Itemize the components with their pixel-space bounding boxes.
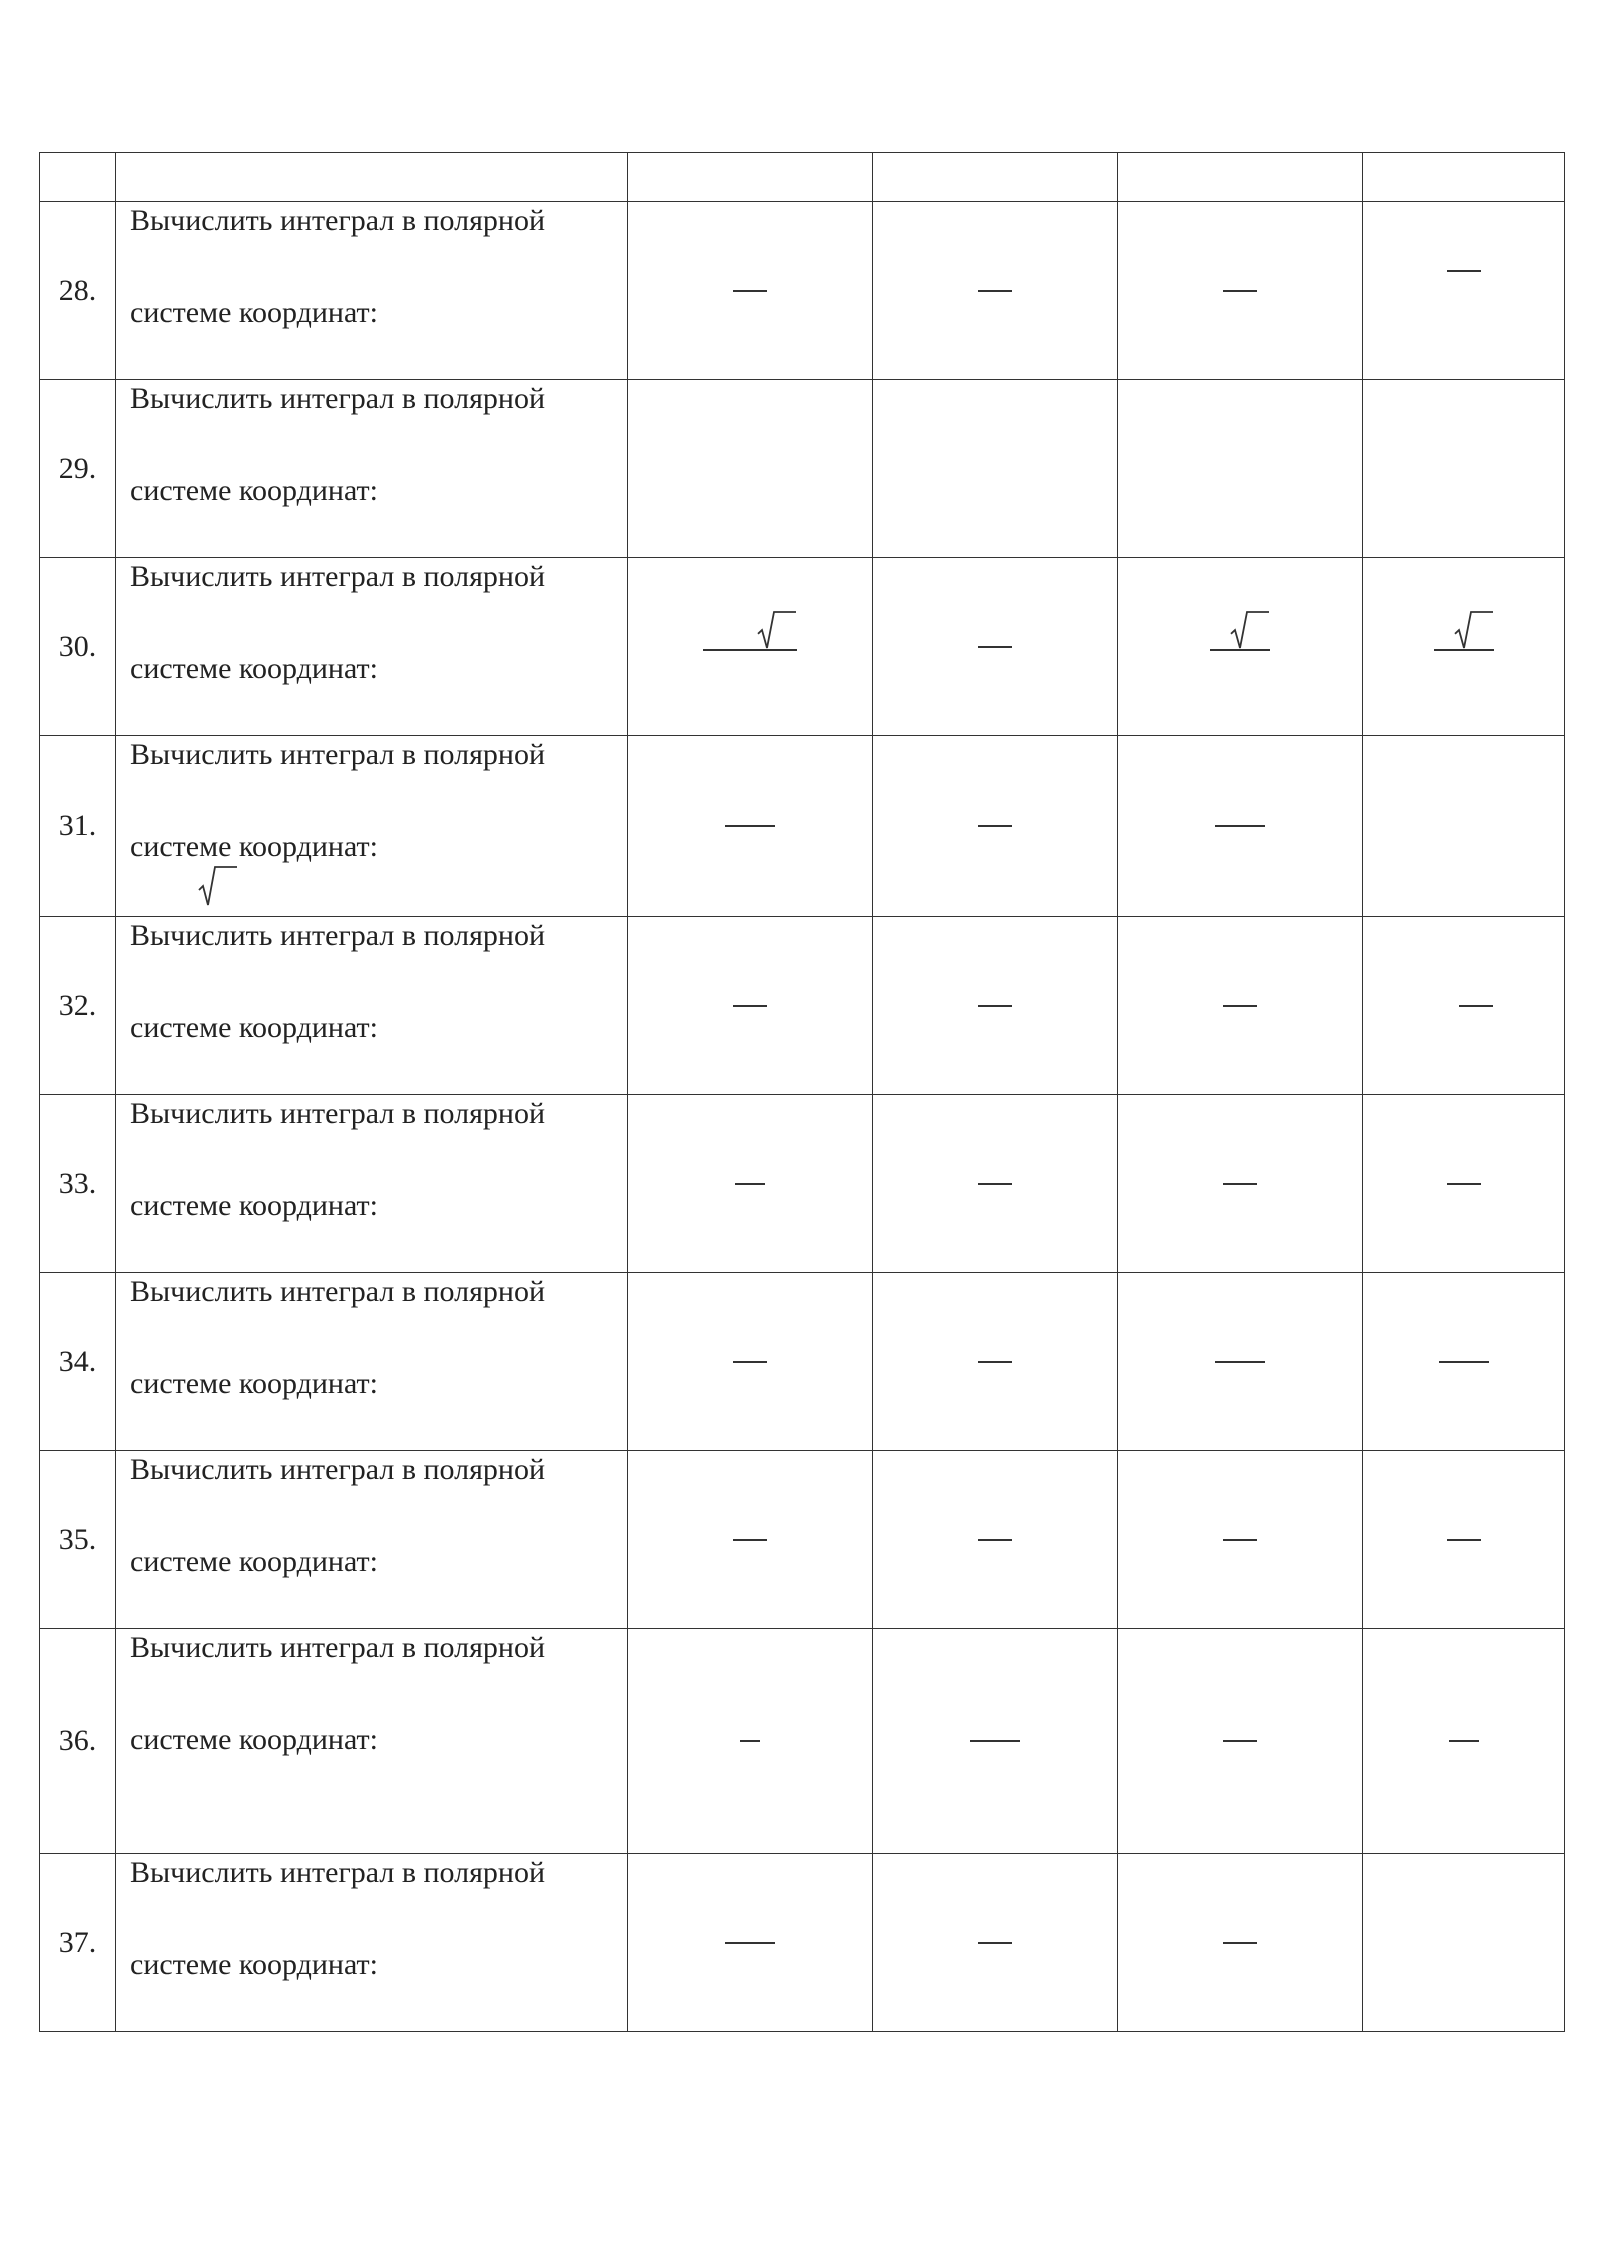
fraction-bar — [978, 290, 1012, 292]
header-cell — [628, 153, 873, 202]
fraction-bar — [1439, 1361, 1489, 1363]
task-text-line1: Вычислить интеграл в полярной — [130, 1275, 546, 1308]
answer-option — [873, 1854, 1118, 2032]
fraction-bar — [1210, 649, 1270, 651]
task-row — [40, 558, 1565, 736]
fraction-bar — [978, 1361, 1012, 1363]
answer-option — [628, 202, 873, 380]
answer-option — [628, 1629, 873, 1854]
answer-option — [873, 1095, 1118, 1273]
fraction-bar — [978, 825, 1012, 827]
task-text-line2: системе координат: — [130, 1545, 378, 1578]
fraction-bar — [978, 646, 1012, 648]
sqrt-fraction — [1210, 611, 1270, 651]
fraction-bar — [1447, 270, 1481, 272]
task-text-line1: Вычислить интеграл в полярной — [130, 1856, 546, 1889]
task-text-line1: Вычислить интеграл в полярной — [130, 204, 546, 237]
answer-option — [1118, 558, 1363, 736]
task-text-line1: Вычислить интеграл в полярной — [130, 1453, 546, 1486]
task-text-line1: Вычислить интеграл в полярной — [130, 382, 546, 415]
header-cell — [873, 153, 1118, 202]
task-number: 35. — [40, 1451, 116, 1629]
answer-option — [873, 202, 1118, 380]
answer-option — [1118, 1451, 1363, 1629]
answer-option — [628, 558, 873, 736]
sqrt-icon — [198, 866, 238, 906]
task-text-line2: системе координат: — [130, 296, 378, 329]
task-text-line1: Вычислить интеграл в полярной — [130, 919, 546, 952]
fraction-bar — [1447, 1183, 1481, 1185]
task-number: 33. — [40, 1095, 116, 1273]
answer-option — [628, 1854, 873, 2032]
answer-option — [1363, 1095, 1565, 1273]
fraction-bar — [1215, 825, 1265, 827]
answer-option — [628, 736, 873, 917]
task-number: 31. — [40, 736, 116, 917]
answer-option — [1118, 917, 1363, 1095]
fraction-bar — [703, 649, 797, 651]
fraction-bar — [1215, 1361, 1265, 1363]
answer-option — [873, 1629, 1118, 1854]
task-text-line1: Вычислить интеграл в полярной — [130, 1097, 546, 1130]
task-text-cell — [116, 558, 628, 736]
answer-option — [1118, 1273, 1363, 1451]
task-number: 36. — [40, 1629, 116, 1854]
answer-option — [1118, 1629, 1363, 1854]
answer-option — [1363, 1629, 1565, 1854]
tasks-table-body — [40, 153, 1565, 2032]
answer-option — [628, 917, 873, 1095]
task-number: 28. — [40, 202, 116, 380]
fraction-bar — [725, 1942, 775, 1944]
task-row — [40, 917, 1565, 1095]
fraction-bar — [978, 1005, 1012, 1007]
task-text-line2: системе координат: — [130, 1948, 378, 1981]
answer-option — [1363, 736, 1565, 917]
header-cell — [116, 153, 628, 202]
fraction-bar — [733, 290, 767, 292]
task-row — [40, 1095, 1565, 1273]
fraction-bar — [735, 1183, 765, 1185]
fraction-bar — [733, 1361, 767, 1363]
fraction-bar — [970, 1740, 1020, 1742]
task-text-line1: Вычислить интеграл в полярной — [130, 738, 546, 771]
fraction-bar — [978, 1539, 1012, 1541]
answer-option — [873, 558, 1118, 736]
task-text-line2: системе координат: — [130, 1367, 378, 1400]
task-row — [40, 1451, 1565, 1629]
task-text-cell — [116, 917, 628, 1095]
fraction-bar — [978, 1183, 1012, 1185]
answer-option — [1363, 1854, 1565, 2032]
task-text-cell — [116, 1451, 628, 1629]
header-cell — [1118, 153, 1363, 202]
task-row — [40, 736, 1565, 917]
fraction-bar — [1223, 1183, 1257, 1185]
task-number: 30. — [40, 558, 116, 736]
task-text-cell — [116, 736, 628, 917]
answer-option — [1363, 1273, 1565, 1451]
sqrt-icon — [1454, 611, 1494, 649]
answer-option — [873, 1273, 1118, 1451]
fraction-bar — [1447, 1539, 1481, 1541]
task-number: 34. — [40, 1273, 116, 1451]
answer-option — [1118, 1095, 1363, 1273]
answer-option — [873, 1451, 1118, 1629]
tasks-table — [39, 152, 1565, 2032]
task-number: 37. — [40, 1854, 116, 2032]
task-text-cell — [116, 1854, 628, 2032]
sqrt-fraction — [1434, 611, 1494, 651]
header-cell — [40, 153, 116, 202]
sqrt-fraction — [703, 611, 797, 651]
fraction-bar — [1223, 1942, 1257, 1944]
task-text-line1: Вычислить интеграл в полярной — [130, 1631, 546, 1664]
fraction-bar — [1459, 1005, 1493, 1007]
task-text-cell — [116, 1273, 628, 1451]
fraction-bar — [733, 1005, 767, 1007]
task-text-line2: системе координат: — [130, 1723, 378, 1756]
fraction-bar — [725, 825, 775, 827]
task-text-line1: Вычислить интеграл в полярной — [130, 560, 546, 593]
task-row — [40, 1273, 1565, 1451]
header-row — [40, 153, 1565, 202]
answer-option — [873, 380, 1118, 558]
task-number: 29. — [40, 380, 116, 558]
fraction-bar — [733, 1539, 767, 1541]
answer-option — [628, 1451, 873, 1629]
answer-option — [1363, 558, 1565, 736]
fraction-bar — [1223, 290, 1257, 292]
task-text-line2: системе координат: — [130, 1011, 378, 1044]
fraction-bar — [740, 1740, 760, 1742]
task-row — [40, 1854, 1565, 2032]
task-text-line2: системе координат: — [130, 652, 378, 685]
task-text-cell — [116, 202, 628, 380]
task-row — [40, 380, 1565, 558]
fraction-bar — [978, 1942, 1012, 1944]
task-row — [40, 202, 1565, 380]
fraction-bar — [1449, 1740, 1479, 1742]
answer-option — [1118, 380, 1363, 558]
sqrt-icon — [1230, 611, 1270, 649]
answer-option — [1363, 1451, 1565, 1629]
answer-option — [873, 917, 1118, 1095]
answer-option — [1118, 736, 1363, 917]
task-number: 32. — [40, 917, 116, 1095]
answer-option — [1118, 202, 1363, 380]
task-text-cell — [116, 1095, 628, 1273]
task-text-cell — [116, 1629, 628, 1854]
answer-option — [873, 736, 1118, 917]
task-text-cell — [116, 380, 628, 558]
fraction-bar — [1223, 1539, 1257, 1541]
fraction-bar — [1223, 1005, 1257, 1007]
task-row — [40, 1629, 1565, 1854]
task-text-line2: системе координат: — [130, 1189, 378, 1222]
answer-option — [1363, 380, 1565, 558]
task-text-line2: системе координат: — [130, 474, 378, 507]
answer-option — [1363, 917, 1565, 1095]
fraction-bar — [1223, 1740, 1257, 1742]
task-text-line2: системе координат: — [130, 830, 378, 863]
answer-option — [1363, 202, 1565, 380]
answer-option — [1118, 1854, 1363, 2032]
answer-option — [628, 1095, 873, 1273]
sqrt-icon — [757, 611, 797, 649]
fraction-bar — [1434, 649, 1494, 651]
answer-option — [628, 1273, 873, 1451]
header-cell — [1363, 153, 1565, 202]
answer-option — [628, 380, 873, 558]
sqrt-symbol — [198, 866, 238, 914]
